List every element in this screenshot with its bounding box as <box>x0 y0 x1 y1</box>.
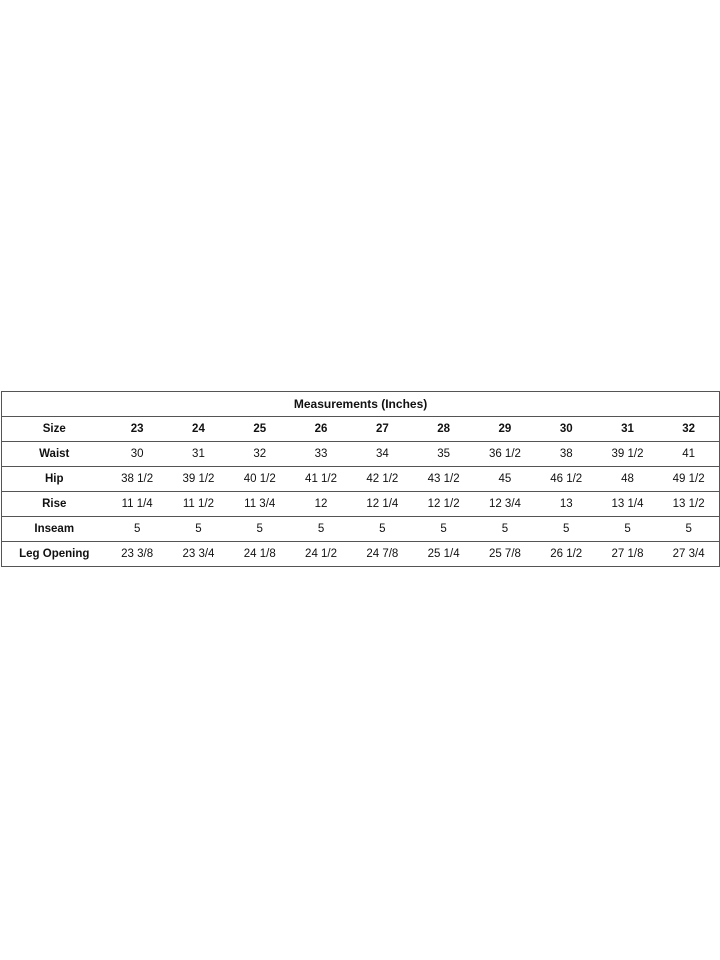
measurement-value: 13 1/2 <box>658 492 719 517</box>
measurement-value: 5 <box>413 517 474 542</box>
measurement-value: 32 <box>229 442 290 467</box>
measurement-value: 30 <box>107 442 168 467</box>
measurement-value: 5 <box>229 517 290 542</box>
size-chart-table <box>1 391 720 567</box>
measurement-value: 25 1/4 <box>413 542 474 567</box>
size-header-cell: 26 <box>290 417 351 442</box>
measurement-value: 49 1/2 <box>658 467 719 492</box>
measurement-value: 39 1/2 <box>597 442 658 467</box>
measurement-value: 43 1/2 <box>413 467 474 492</box>
measurement-value: 33 <box>290 442 351 467</box>
measurement-value: 24 1/2 <box>290 542 351 567</box>
measurement-value: 38 1/2 <box>107 467 168 492</box>
measurement-value: 38 <box>536 442 597 467</box>
measurement-value: 31 <box>168 442 229 467</box>
measurement-value: 13 <box>536 492 597 517</box>
measurement-value: 12 1/2 <box>413 492 474 517</box>
size-header-cell: 27 <box>352 417 413 442</box>
measurement-row <box>2 442 720 467</box>
size-header-cell: 23 <box>107 417 168 442</box>
measurement-value: 41 1/2 <box>290 467 351 492</box>
measurement-value: 5 <box>658 517 719 542</box>
size-header-cell: 24 <box>168 417 229 442</box>
size-header-cell: 32 <box>658 417 719 442</box>
size-header-cell: 25 <box>229 417 290 442</box>
measurement-value: 5 <box>474 517 535 542</box>
measurement-value: 27 3/4 <box>658 542 719 567</box>
size-header-cell: 28 <box>413 417 474 442</box>
measurement-value: 24 1/8 <box>229 542 290 567</box>
measurement-value: 12 <box>290 492 351 517</box>
size-header-cell: 30 <box>536 417 597 442</box>
measurement-row <box>2 542 720 567</box>
measurement-value: 23 3/4 <box>168 542 229 567</box>
measurement-row <box>2 517 720 542</box>
measurement-value: 12 3/4 <box>474 492 535 517</box>
measurement-value: 11 1/4 <box>107 492 168 517</box>
measurement-value: 24 7/8 <box>352 542 413 567</box>
measurement-value: 46 1/2 <box>536 467 597 492</box>
measurement-value: 5 <box>107 517 168 542</box>
table-title-row <box>2 392 720 417</box>
measurement-value: 36 1/2 <box>474 442 535 467</box>
measurement-value: 45 <box>474 467 535 492</box>
measurement-value: 12 1/4 <box>352 492 413 517</box>
measurement-value: 48 <box>597 467 658 492</box>
measurement-label: Leg Opening <box>2 542 107 567</box>
measurement-value: 27 1/8 <box>597 542 658 567</box>
measurement-value: 40 1/2 <box>229 467 290 492</box>
measurement-value: 13 1/4 <box>597 492 658 517</box>
measurement-value: 23 3/8 <box>107 542 168 567</box>
size-header-cell: 29 <box>474 417 535 442</box>
measurement-row <box>2 492 720 517</box>
measurement-value: 5 <box>536 517 597 542</box>
measurement-value: 42 1/2 <box>352 467 413 492</box>
measurement-label: Rise <box>2 492 107 517</box>
measurement-value: 11 1/2 <box>168 492 229 517</box>
size-row-label: Size <box>2 417 107 442</box>
measurement-label: Waist <box>2 442 107 467</box>
size-header-cell: 31 <box>597 417 658 442</box>
measurement-row <box>2 467 720 492</box>
measurement-label: Inseam <box>2 517 107 542</box>
measurement-value: 35 <box>413 442 474 467</box>
measurement-value: 34 <box>352 442 413 467</box>
measurement-value: 5 <box>352 517 413 542</box>
size-header-row <box>2 417 720 442</box>
measurement-value: 5 <box>597 517 658 542</box>
measurement-value: 5 <box>290 517 351 542</box>
measurement-value: 41 <box>658 442 719 467</box>
measurement-value: 5 <box>168 517 229 542</box>
measurement-label: Hip <box>2 467 107 492</box>
measurement-value: 39 1/2 <box>168 467 229 492</box>
table-title: Measurements (Inches) <box>2 392 720 417</box>
measurement-value: 26 1/2 <box>536 542 597 567</box>
measurement-value: 25 7/8 <box>474 542 535 567</box>
measurement-value: 11 3/4 <box>229 492 290 517</box>
